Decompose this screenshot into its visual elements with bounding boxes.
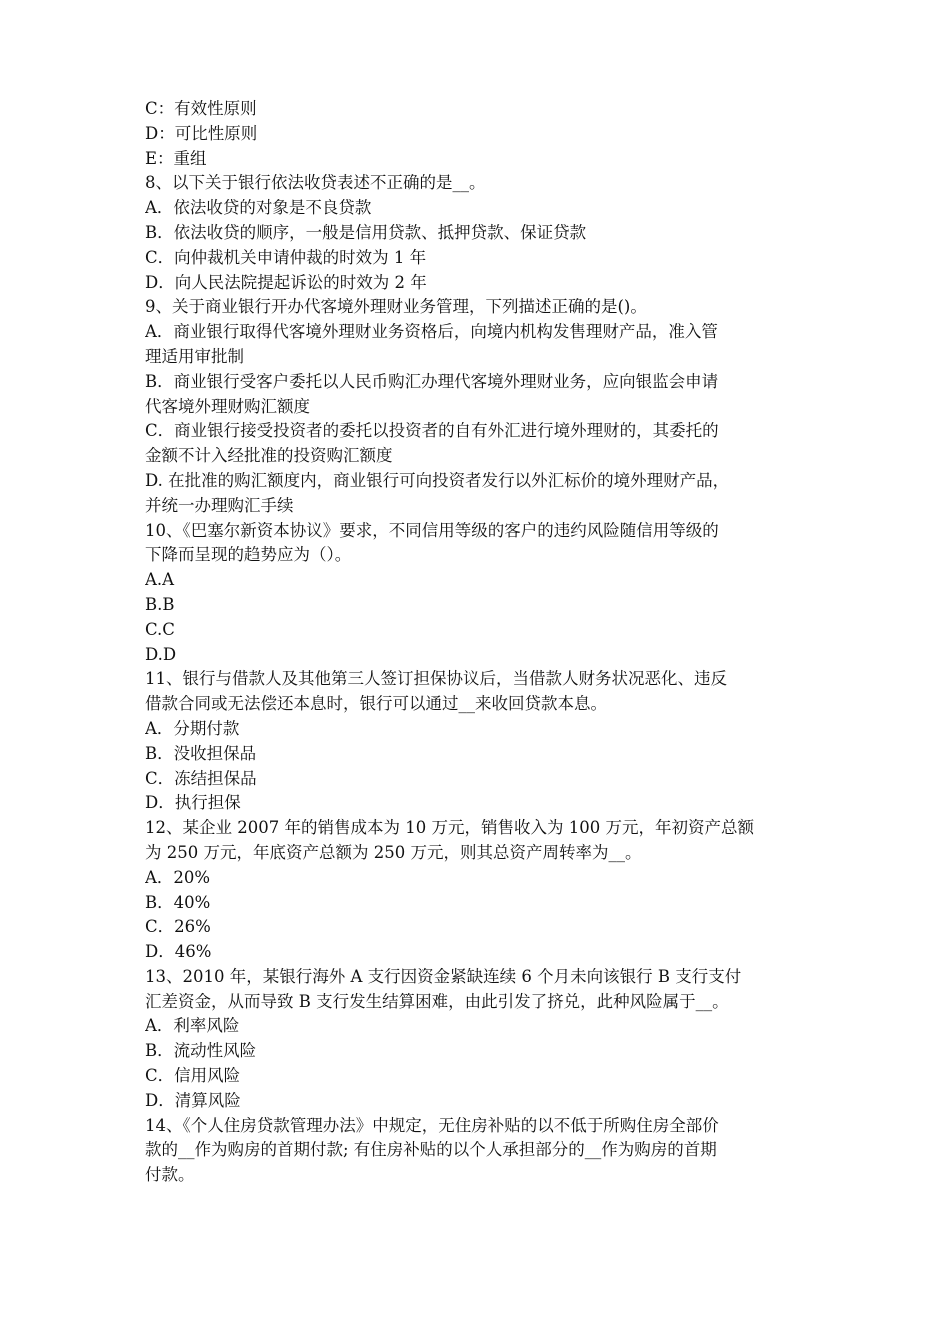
option-line: C．向仲裁机关申请仲裁的时效为 1 年 (145, 247, 427, 267)
option-line: C.C (145, 619, 175, 639)
option-line: B．没收担保品 (145, 743, 257, 763)
option-line: A．分期付款 (145, 718, 240, 738)
text-line: D：可比性原则 (145, 123, 258, 143)
option-line: A．20% (145, 867, 211, 887)
document-page (145, 97, 813, 1188)
option-line: C．26% (145, 917, 211, 937)
option-line: D．向人民法院提起诉讼的时效为 2 年 (145, 272, 427, 292)
question-11-continued: 借款合同或无法偿还本息时，银行可以通过__来收回贷款本息。 (145, 694, 607, 714)
question-14-continued: 款的__作为购房的首期付款; 有住房补贴的以个人承担部分的__作为购房的首期 (145, 1140, 717, 1160)
option-line: D.D (145, 644, 177, 664)
option-line: D．执行担保 (145, 793, 241, 813)
question-9: 9、关于商业银行开办代客境外理财业务管理，下列描述正确的是()。 (145, 297, 647, 317)
question-12-continued: 为 250 万元，年底资产总额为 250 万元，则其总资产周转率为__。 (145, 842, 642, 862)
text-line: E：重组 (145, 148, 207, 168)
option-line: D. 在批准的购汇额度内，商业银行可向投资者发行以外汇标价的境外理财产品， (145, 470, 730, 490)
question-14: 14、《个人住房贷款管理办法》中规定，无住房补贴的以不低于所购住房全部价 (145, 1115, 719, 1135)
question-10-continued: 下降而呈现的趋势应为（）。 (145, 545, 352, 565)
question-13: 13、2010 年，某银行海外 A 支行因资金紧缺连续 6 个月未向该银行 B 支行支付 (145, 966, 742, 986)
option-line: A．利率风险 (145, 1016, 240, 1036)
option-line: 金额不计入经批准的投资购汇额度 (145, 446, 393, 466)
question-8: 8、以下关于银行依法收贷表述不正确的是__。 (145, 173, 486, 193)
option-line: C．信用风险 (145, 1066, 241, 1086)
question-10: 10、《巴塞尔新资本协议》要求，不同信用等级的客户的违约风险随信用等级的 (145, 520, 719, 540)
option-line: B．40% (145, 892, 211, 912)
option-line: A.A (145, 570, 175, 590)
option-line: A．商业银行取得代客境外理财业务资格后，向境内机构发售理财产品，准入管 (145, 322, 718, 342)
question-14-continued: 付款。 (145, 1165, 195, 1185)
option-line: C．商业银行接受投资者的委托以投资者的自有外汇进行境外理财的，其委托的 (145, 421, 719, 441)
option-line: 并统一办理购汇手续 (145, 495, 294, 515)
text-line: C：有效性原则 (145, 99, 257, 118)
option-line: C．冻结担保品 (145, 768, 257, 788)
option-line: D．46% (145, 942, 212, 962)
option-line: A．依法收贷的对象是不良贷款 (145, 198, 372, 218)
question-12: 12、某企业 2007 年的销售成本为 10 万元，销售收入为 100 万元，年初资产总额 (145, 818, 754, 838)
question-13-continued: 汇差资金，从而导致 B 支行发生结算困难，由此引发了挤兑，此种风险属于__。 (145, 991, 729, 1011)
option-line: D．清算风险 (145, 1090, 241, 1110)
option-line: B.B (145, 594, 175, 614)
option-line: B．流动性风险 (145, 1041, 257, 1061)
question-11: 11、银行与借款人及其他第三人签订担保协议后，当借款人财务状况恶化、违反 (145, 669, 727, 689)
option-line: 代客境外理财购汇额度 (145, 396, 310, 416)
option-line: 理适用审批制 (145, 346, 244, 366)
option-line: B．商业银行受客户委托以人民币购汇办理代客境外理财业务，应向银监会申请 (145, 371, 719, 391)
option-line: B．依法收贷的顺序，一般是信用贷款、抵押贷款、保证贷款 (145, 222, 587, 242)
